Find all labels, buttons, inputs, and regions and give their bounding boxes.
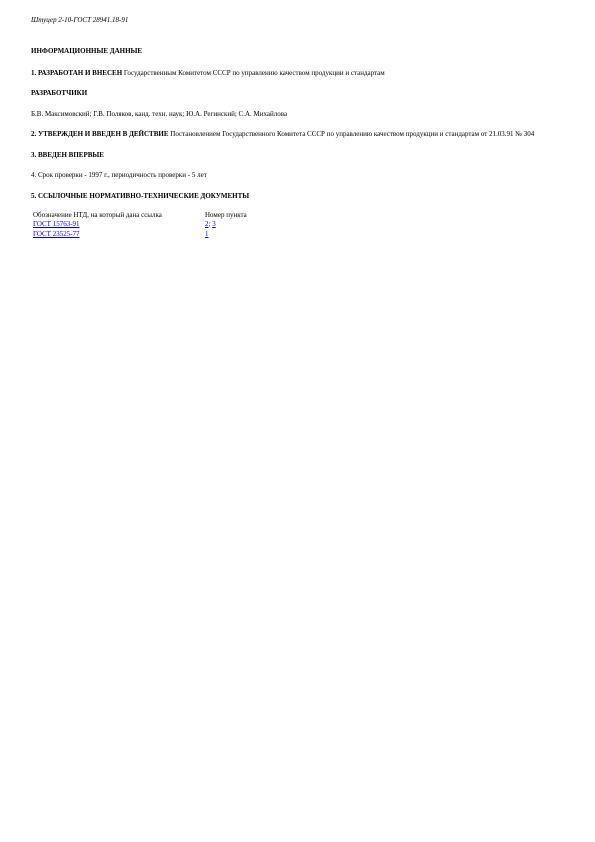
document-header: Штуцер 2-10-ГОСТ 28941.18-91 — [31, 16, 129, 24]
table-cell-points — [205, 220, 247, 229]
item-2-text: Постановлением Государственного Комитета СССР по управлению качеством продукции и стандартам от 21.03.91 № 304 — [170, 130, 535, 139]
item-4-text: 4. Срок проверки - 1997 г., периодичность проверки - 5 лет — [31, 171, 207, 180]
document-page — [31, 16, 556, 239]
item-1-text: Государственным Комитетом СССР по управлению качеством продукции и стандартам — [123, 68, 385, 77]
item-2 — [31, 130, 556, 139]
table-header-row — [33, 211, 247, 220]
points-separator: ; — [208, 220, 213, 229]
table-cell-doc — [33, 220, 205, 229]
point-link-1[interactable]: 1 — [205, 229, 209, 238]
point-link-2[interactable]: 2 — [205, 220, 209, 229]
table-row — [33, 230, 247, 239]
item-5: 5. ССЫЛОЧНЫЕ НОРМАТИВНО-ТЕХНИЧЕСКИЕ ДОКУМЕНТЫ — [31, 191, 250, 200]
table-cell-points — [205, 230, 247, 239]
table-row — [33, 220, 247, 229]
item-2-number: 2. — [31, 130, 37, 139]
developers-text: Б.В. Максимовский; Г.В. Поляков, канд. техн. наук; Ю.А. Регинский; С.А. Михайлова — [31, 109, 288, 118]
developers-title: РАЗРАБОТЧИКИ — [31, 89, 88, 98]
doc-link-gost-23525[interactable]: ГОСТ 23525-77 — [33, 229, 80, 238]
info-title: ИНФОРМАЦИОННЫЕ ДАННЫЕ — [31, 47, 143, 56]
item-1-number: 1. — [31, 68, 37, 77]
item-3: 3. ВВЕДЕН ВПЕРВЫЕ — [31, 150, 104, 159]
item-1-bold: РАЗРАБОТАН И ВНЕСЕН — [38, 68, 123, 77]
table-header-doc: Обозначение НТД, на который дана ссылка — [33, 210, 162, 219]
item-1 — [31, 69, 556, 78]
item-4 — [31, 171, 556, 180]
point-link-3[interactable]: 3 — [212, 220, 216, 229]
references-table — [33, 211, 247, 239]
item-2-bold: УТВЕРЖДЕН И ВВЕДЕН В ДЕЙСТВИЕ — [38, 130, 169, 139]
doc-link-gost-15763[interactable]: ГОСТ 15763-91 — [33, 220, 80, 229]
table-header-points: Номер пункта — [205, 210, 247, 219]
table-cell-doc — [33, 230, 205, 239]
